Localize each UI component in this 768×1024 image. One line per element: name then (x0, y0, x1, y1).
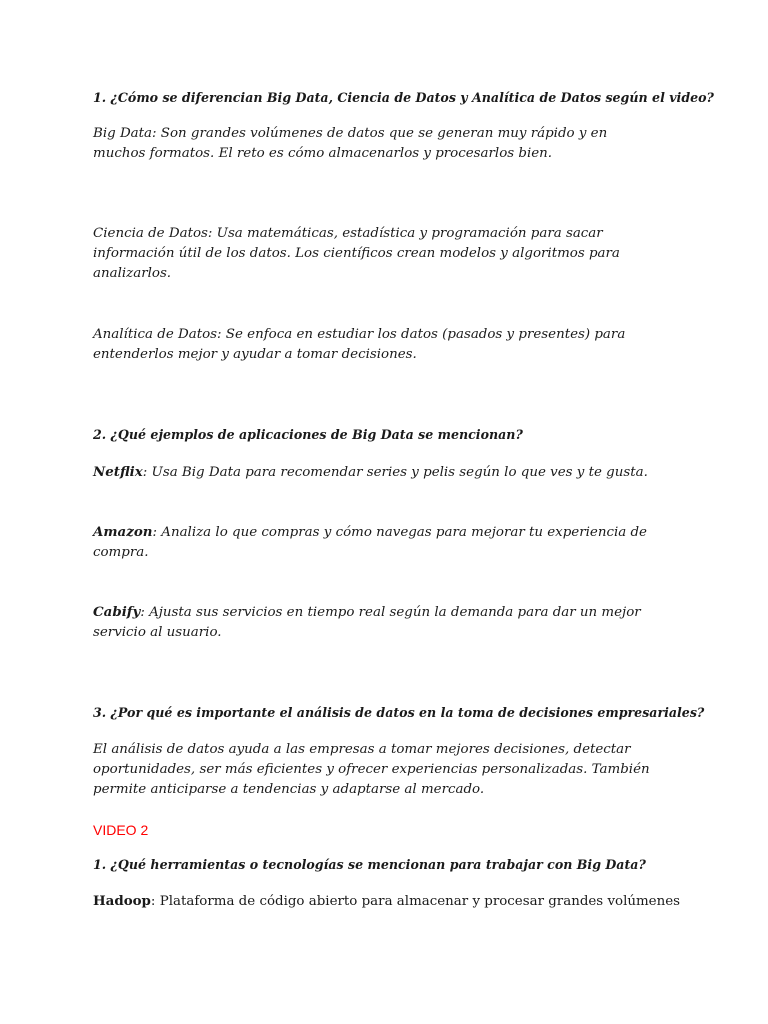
term-netflix: Netflix (93, 464, 143, 480)
answer-cabify (93, 602, 663, 643)
answer-hadoop-text: : Plataforma de código abierto para almacenar y procesar grandes volúmenes (150, 894, 681, 909)
video-2-heading: VIDEO 2 (93, 822, 149, 838)
answer-big-data: Big Data: Son grandes volúmenes de datos que se generan muy rápido y en muchos formatos. El reto es cómo almacenarlos y procesarlos bien. (93, 126, 608, 161)
answer-netflix-text: : Usa Big Data para recomendar series y pelis según lo que ves y te gusta. (142, 465, 648, 480)
question-1: 1. ¿Cómo se diferencian Big Data, Ciencia de Datos y Analítica de Datos según el video? (93, 90, 714, 105)
question-3: 3. ¿Por qué es importante el análisis de datos en la toma de decisiones empresariales? (93, 705, 705, 720)
answer-amazon-text: : Analiza lo que compras y cómo navegas para mejorar tu experiencia de compra. (93, 525, 647, 560)
question-2: 2. ¿Qué ejemplos de aplicaciones de Big Data se mencionan? (93, 427, 523, 442)
answer-netflix (93, 462, 663, 483)
answer-cabify-text: : Ajusta sus servicios en tiempo real según la demanda para dar un mejor servicio al usuario. (93, 605, 641, 640)
term-hadoop: Hadoop (93, 893, 151, 909)
video2-question-1: 1. ¿Qué herramientas o tecnologías se mencionan para trabajar con Big Data? (93, 857, 646, 872)
term-amazon: Amazon (93, 524, 153, 540)
answer-hadoop (93, 891, 681, 912)
answer-amazon (93, 522, 663, 563)
answer-analitica-de-datos: Analítica de Datos: Se enfoca en estudiar los datos (pasados y presentes) para entenderlos mejor y ayudar a tomar decisiones. (93, 327, 626, 362)
term-cabify: Cabify (93, 604, 141, 620)
answer-ciencia-de-datos: Ciencia de Datos: Usa matemáticas, estadística y programación para sacar información útil de los datos. Los científicos crean modelos y algoritmos para analizarlos. (93, 226, 620, 281)
answer-analisis: El análisis de datos ayuda a las empresas a tomar mejores decisiones, detectar oportunidades, ser más eficientes y ofrecer experiencias personalizadas. También permite anticiparse a tendencias y adaptarse al mercado. (93, 742, 650, 797)
